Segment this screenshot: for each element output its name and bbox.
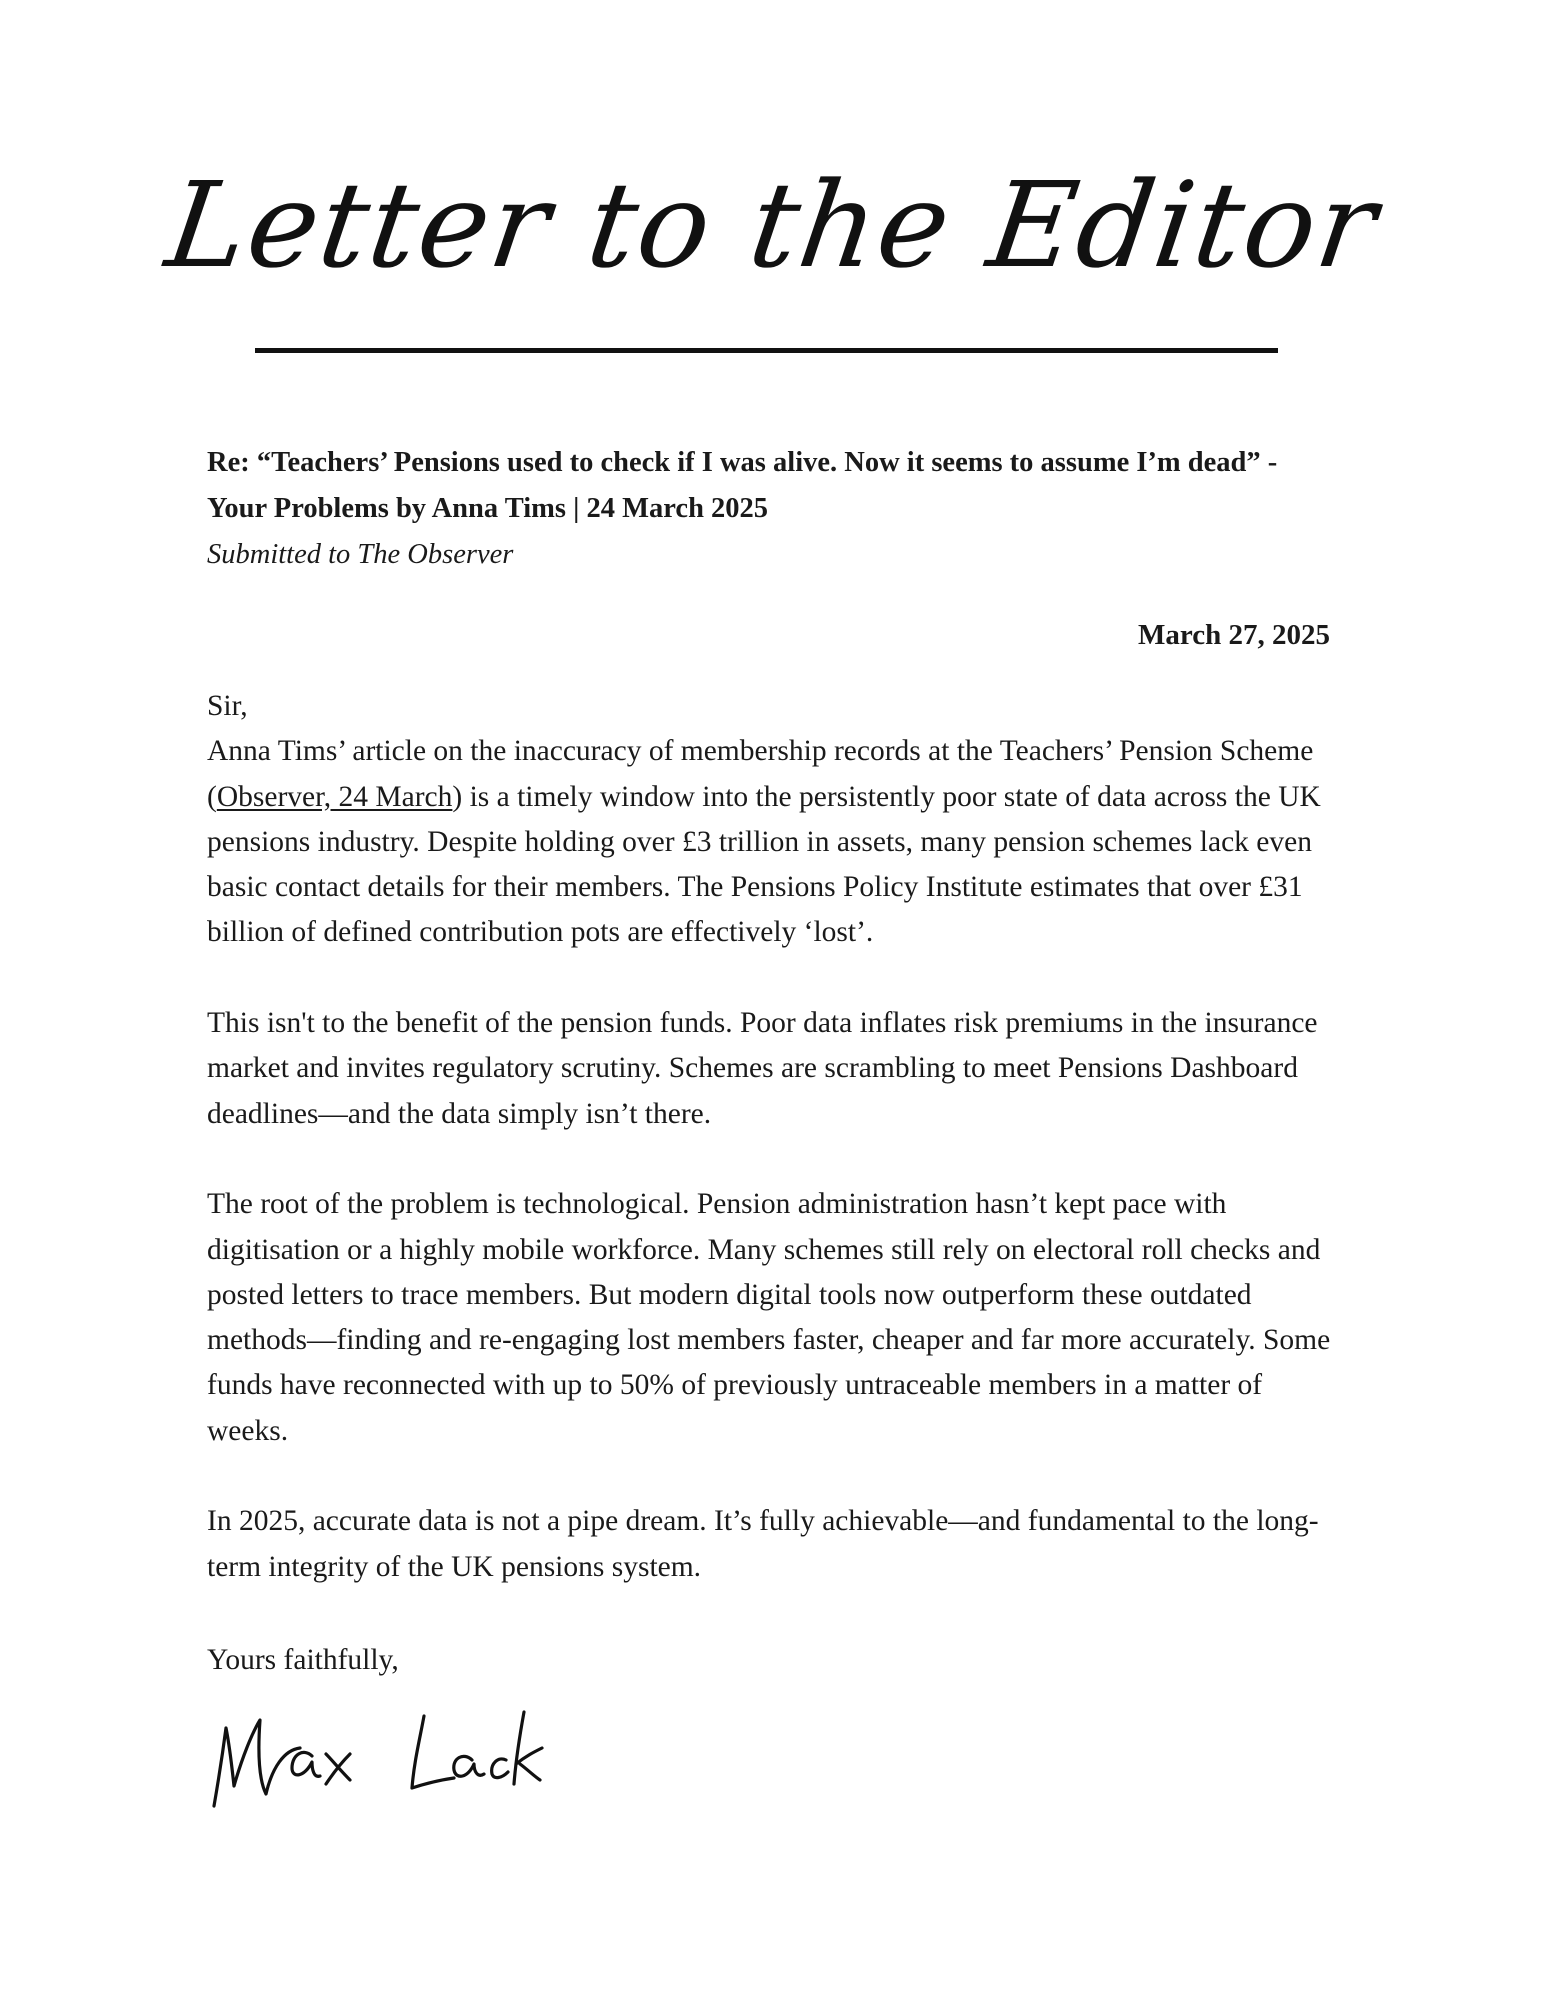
paragraph-2: This isn't to the benefit of the pension funds. Poor data inflates risk premiums in the insurance market and invites regulatory scrutiny. Schemes are scrambling to meet Pensions Dashboard deadlines—and the data simply isn’t there.: [207, 1007, 1318, 1130]
letter-date: March 27, 2025: [1138, 619, 1330, 651]
title-divider: [255, 348, 1278, 353]
letter-body: [207, 684, 1342, 1635]
reference-line: Re: “Teachers’ Pensions used to check if I was alive. Now it seems to assume I’m dead” - Your Problems by Anna Tims | 24 March 2025: [207, 447, 1278, 524]
page-title: Letter to the Editor: [158, 156, 1387, 294]
article-link[interactable]: Observer, 24 March: [216, 780, 453, 813]
salutation: Sir,: [207, 690, 248, 722]
paragraph-1: [207, 729, 1342, 955]
paragraph-4: In 2025, accurate data is not a pipe dream. It’s fully achievable—and fundamental to the long-term integrity of the UK pensions system.: [207, 1505, 1319, 1583]
signature: [208, 1698, 548, 1818]
closing: Yours faithfully,: [207, 1644, 399, 1676]
paragraph-1-end: ) is a timely window into the persistently poor state of data across the UK pensions industry. Despite holding over £3 trillion in assets, many pension schemes lack even basic contact details for their members. The Pensions Policy Institute estimates that over £31 billion of defined contribution pots are effectively ‘lost’.: [207, 780, 1321, 949]
paragraph-1-start: Anna Tims’ article on the inaccuracy of membership records at the Teachers’ Pension Scheme (: [207, 735, 1314, 813]
paragraph-3: The root of the problem is technological. Pension administration hasn’t kept pace with digitisation or a highly mobile workforce. Many schemes still rely on electoral roll checks and posted letters to trace members. But modern digital tools now outperform these outdated methods—finding and re-engaging lost members faster, cheaper and far more accurately. Some funds have reconnected with up to 50% of previously untraceable members in a matter of weeks.: [207, 1188, 1331, 1447]
submitted-to: Submitted to The Observer: [207, 539, 514, 570]
